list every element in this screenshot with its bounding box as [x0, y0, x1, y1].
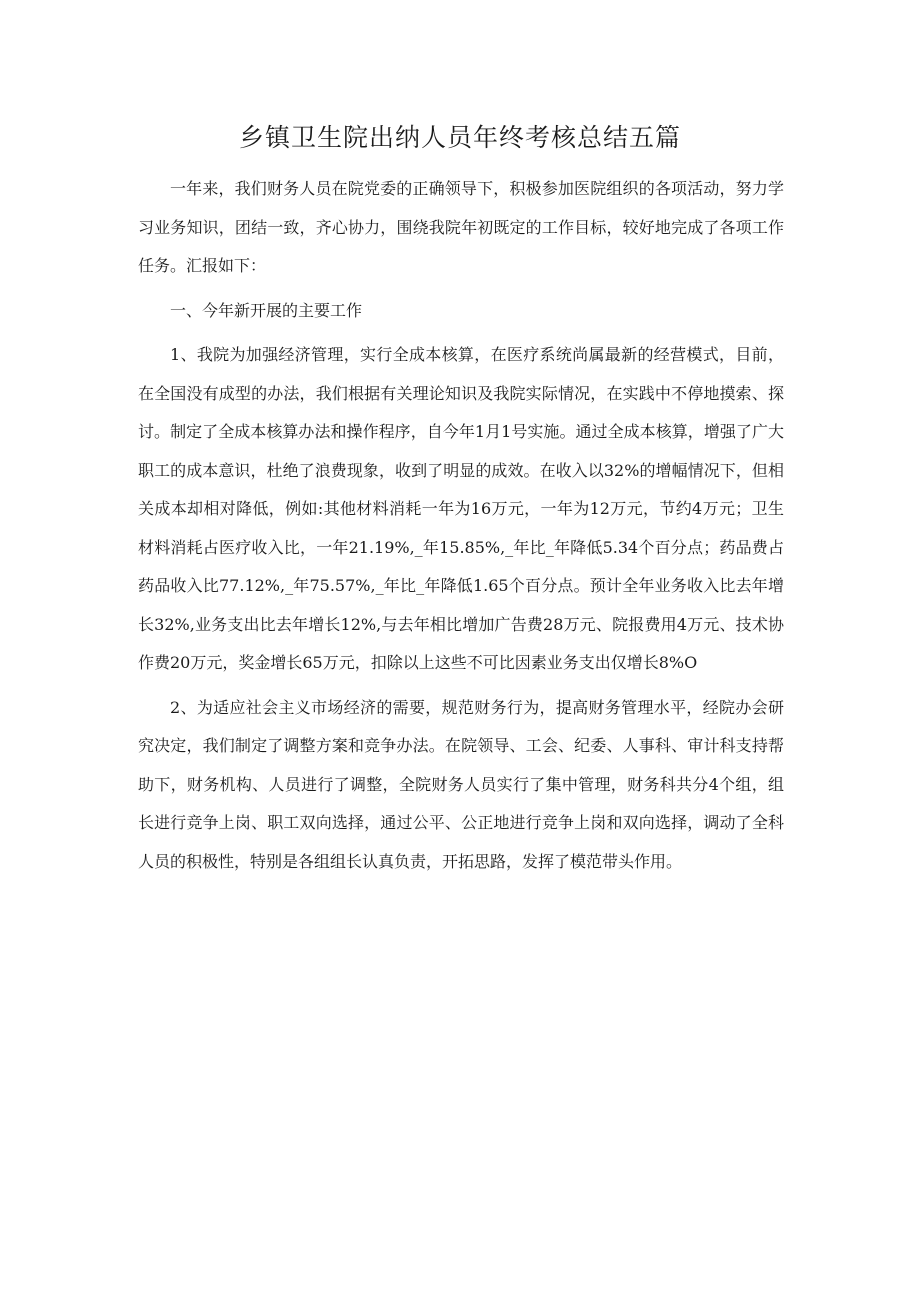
body-paragraph-1: 1、我院为加强经济管理，实行全成本核算，在医疗系统尚属最新的经营模式，目前，在全国没有成型的办法，我们根据有关理论知识及我院实际情况，在实践中不停地摸索、探讨。制定了全成本核算办法和操作程序，自今年1月1号实施。通过全成本核算，增强了广大职工的成本意识，杜绝了浪费现象，收到了明显的成效。在收入以32%的增幅情况下，但相关成本却相对降低，例如:其他材料消耗一年为16万元，一年为12万元，节约4万元；卫生材料消耗占医疗收入比，一年21.19%,_年15.85%,_年比_年降低5.34个百分点；药品费占药品收入比77.12%,_年75.57%,_年比_年降低1.65个百分点。预计全年业务收入比去年增长32%,业务支出比去年增长12%,与去年相比增加广告费28万元、院报费用4万元、技术协作费20万元，奖金增长65万元，扣除以上这些不可比因素业务支出仅增长8%O	[138, 345, 784, 672]
body-paragraph-2: 2、为适应社会主义市场经济的需要，规范财务行为，提高财务管理水平，经院办会研究决定，我们制定了调整方案和竞争办法。在院领导、工会、纪委、人事科、审计科支持帮助下，财务机构、人员进行了调整，全院财务人员实行了集中管理，财务科共分4个组，组长进行竞争上岗、职工双向选择，通过公平、公正地进行竞争上岗和双向选择，调动了全科人员的积极性，特别是各组组长认真负责，开拓思路，发挥了模范带头作用。	[138, 697, 784, 871]
document-body	[138, 170, 784, 881]
document-title: 乡镇卫生院出纳人员年终考核总结五篇	[238, 123, 681, 152]
section-heading: 一、今年新开展的主要工作	[170, 300, 363, 320]
intro-paragraph: 一年来，我们财务人员在院党委的正确领导下，积极参加医院组织的各项活动，努力学习业务知识，团结一致，齐心协力，围绕我院年初既定的工作目标，较好地完成了各项工作任务。汇报如下：	[138, 179, 784, 275]
